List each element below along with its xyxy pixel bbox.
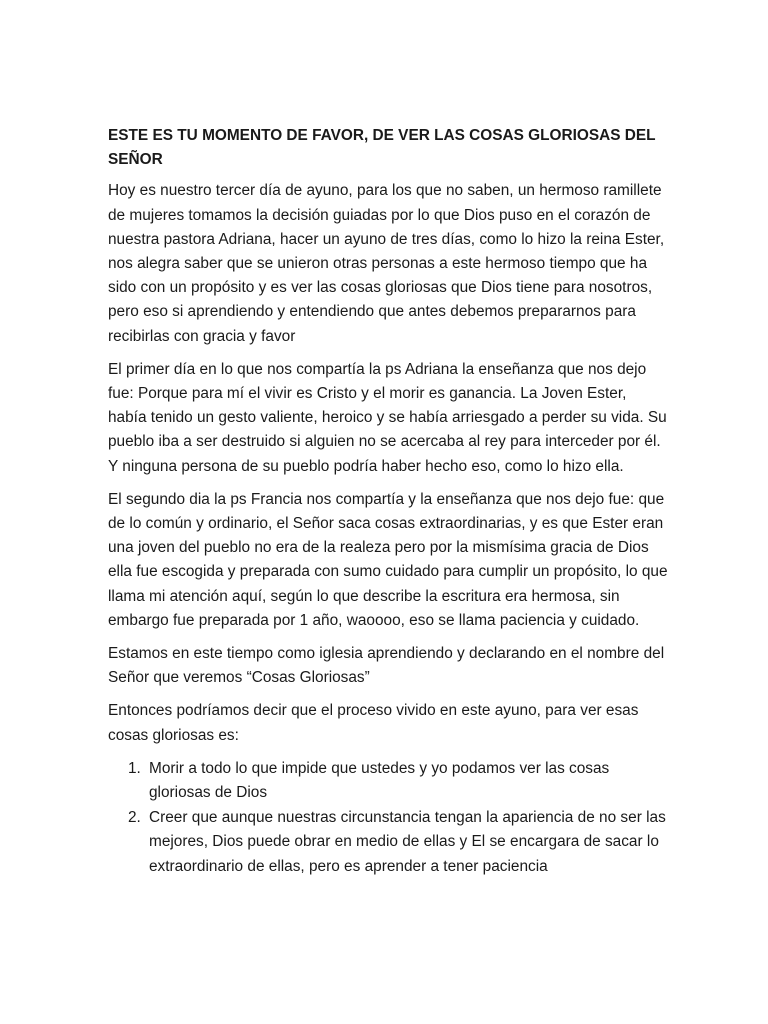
document-page: [108, 124, 668, 880]
process-list: [108, 757, 668, 879]
list-item: [108, 757, 668, 805]
list-item-text: Morir a todo lo que impide que ustedes y yo podamos ver las cosas gloriosas de Dios: [149, 759, 610, 802]
list-item-number: 2.: [128, 809, 141, 827]
paragraph-first-day: El primer día en lo que nos compartía la ps Adriana la enseñanza que nos dejo fue: Porque para mí el vivir es Cristo y el morir es ganancia. La Joven Ester, había tenido un gesto valiente, heroico y se había arriesgado a perder su vida. Su pueblo iba a ser destruido si alguien no se acercaba al rey para interceder por él. Y ninguna persona de su pueblo podría haber hecho eso, como lo hizo ella.: [108, 360, 667, 475]
list-item-text: Creer que aunque nuestras circunstancia tengan la apariencia de no ser las mejores, Dios puede obrar en medio de ellas y El se encargara de sacar lo extraordinario de ellas, pero es aprender a tener paciencia: [149, 809, 666, 875]
paragraph-second-day: El segundo dia la ps Francia nos compartía y la enseñanza que nos dejo fue: que de lo común y ordinario, el Señor saca cosas extraordinarias, y es que Ester eran una joven del pueblo no era de la realeza pero por la mismísima gracia de Dios ella fue escogida y preparada con sumo cuidado para cumplir un propósito, lo que llama mi atención aquí, según lo que describe la escritura era hermosa, sin embargo fue preparada por 1 año, waoooo, eso se llama paciencia y cuidado.: [108, 490, 668, 629]
paragraph-process-intro: Entonces podríamos decir que el proceso vivido en este ayuno, para ver esas cosas gloriosas es:: [108, 702, 639, 744]
document-title: ESTE ES TU MOMENTO DE FAVOR, DE VER LAS COSAS GLORIOSAS DEL SEÑOR: [108, 127, 656, 169]
paragraph-intro: Hoy es nuestro tercer día de ayuno, para los que no saben, un hermoso ramillete de mujeres tomamos la decisión guiadas por lo que Dios puso en el corazón de nuestra pastora Adriana, hacer un ayuno de tres días, como lo hizo la reina Ester, nos alegra saber que se unieron otras personas a este hermoso tiempo que ha sido con un propósito y es ver las cosas gloriosas que Dios tiene para nosotros, pero eso si aprendiendo y entendiendo que antes debemos prepararnos para recibirlas con gracia y favor: [108, 182, 665, 345]
paragraph-church-time: Estamos en este tiempo como iglesia aprendiendo y declarando en el nombre del Señor que veremos “Cosas Gloriosas”: [108, 645, 665, 687]
list-item-number: 1.: [128, 759, 141, 777]
list-item: [108, 806, 668, 879]
